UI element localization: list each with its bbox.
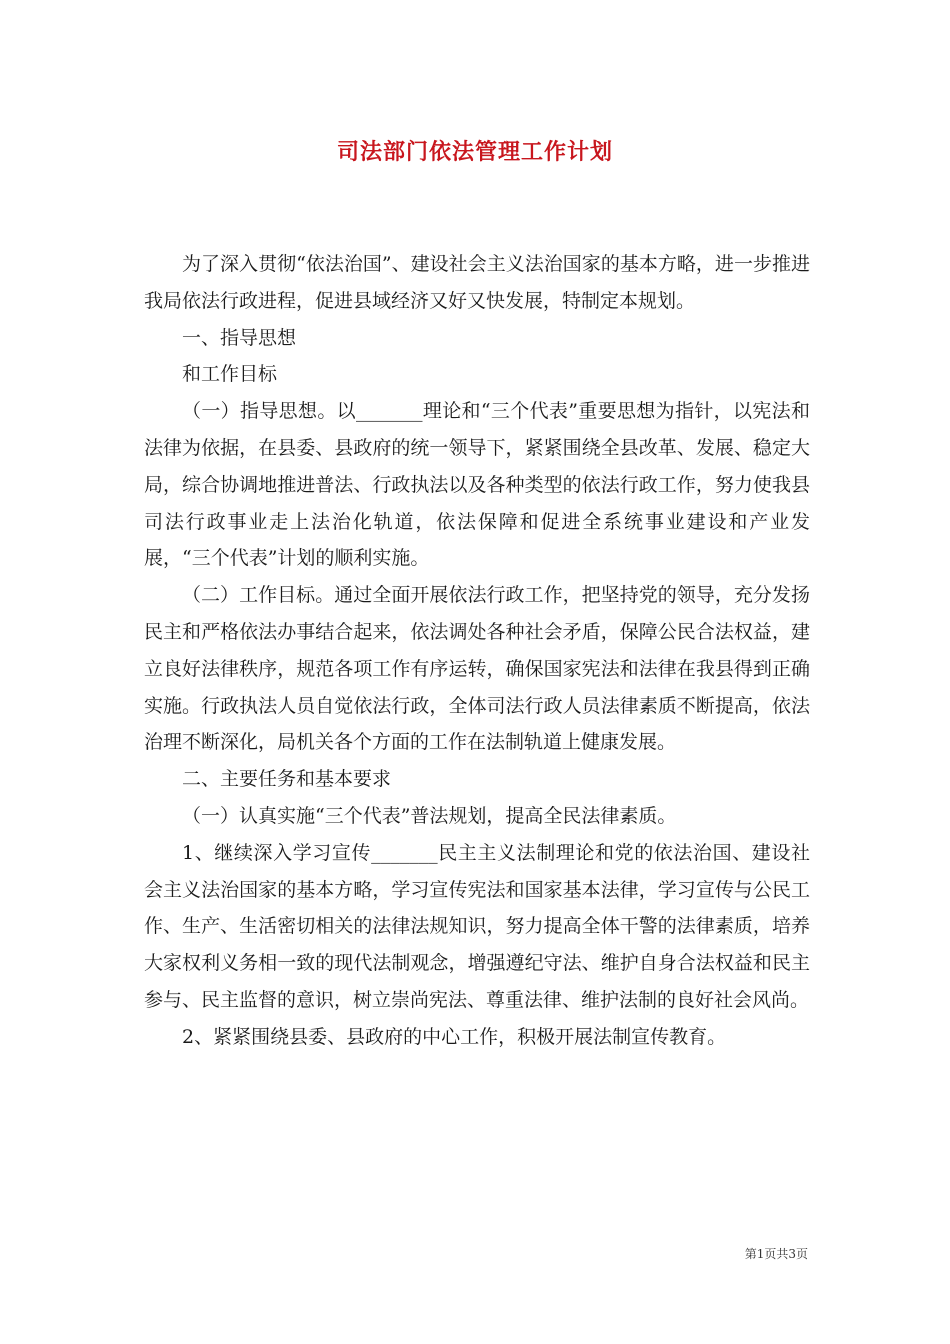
heading-main-tasks: 二、主要任务和基本要求 <box>182 768 392 791</box>
heading-guiding-thought: 一、指导思想 <box>182 326 297 349</box>
paragraph-guiding-thought: （一）指导思想。以_______理论和“三个代表”重要思想为指针，以宪法和法律为依据，在县委、县政府的统一领导下，紧紧围绕全县改革、发展、稳定大局，综合协调地推进普法、行政执法以及各种类型的依法行政工作，努力使我县司法行政事业走上法治化轨道，依法保障和促进全系统事业建设和产业发展，“三个代表”计划的顺利实施。 <box>144 400 810 570</box>
document-body <box>144 246 810 1056</box>
paragraph-work-goal: （二）工作目标。通过全面开展依法行政工作，把坚持党的领导，充分发扬民主和严格依法办事结合起来，依法调处各种社会矛盾，保障公民合法权益，建立良好法律秩序，规范各项工作有序运转，确保国家宪法和法律在我县得到正确实施。行政执法人员自觉依法行政，全体司法行政人员法律素质不断提高，依法治理不断深化，局机关各个方面的工作在法制轨道上健康发展。 <box>144 584 810 754</box>
page-number: 第1页共3页 <box>744 1247 808 1261</box>
document-title: 司法部门依法管理工作计划 <box>336 139 613 165</box>
paragraph-intro: 为了深入贯彻“依法治国”、建设社会主义法治国家的基本方略，进一步推进我局依法行政进程，促进县域经济又好又快发展，特制定本规划。 <box>144 253 810 312</box>
paragraph-task-1: 1、继续深入学习宣传_______民主主义法制理论和党的依法治国、建设社会主义法治国家的基本方略，学习宣传宪法和国家基本法律，学习宣传与公民工作、生产、生活密切相关的法律法规知识，努力提高全体干警的法律素质，培养大家权利义务相一致的现代法制观念，增强遵纪守法、维护自身合法权益和民主参与、民主监督的意识，树立崇尚宪法、尊重法律、维护法制的良好社会风尚。 <box>144 841 810 1011</box>
heading-work-goal: 和工作目标 <box>182 363 278 386</box>
paragraph-task-2: 2、紧紧围绕县委、县政府的中心工作，积极开展法制宣传教育。 <box>182 1025 727 1048</box>
subheading-legal-education: （一）认真实施“三个代表”普法规划，提高全民法律素质。 <box>182 804 677 827</box>
